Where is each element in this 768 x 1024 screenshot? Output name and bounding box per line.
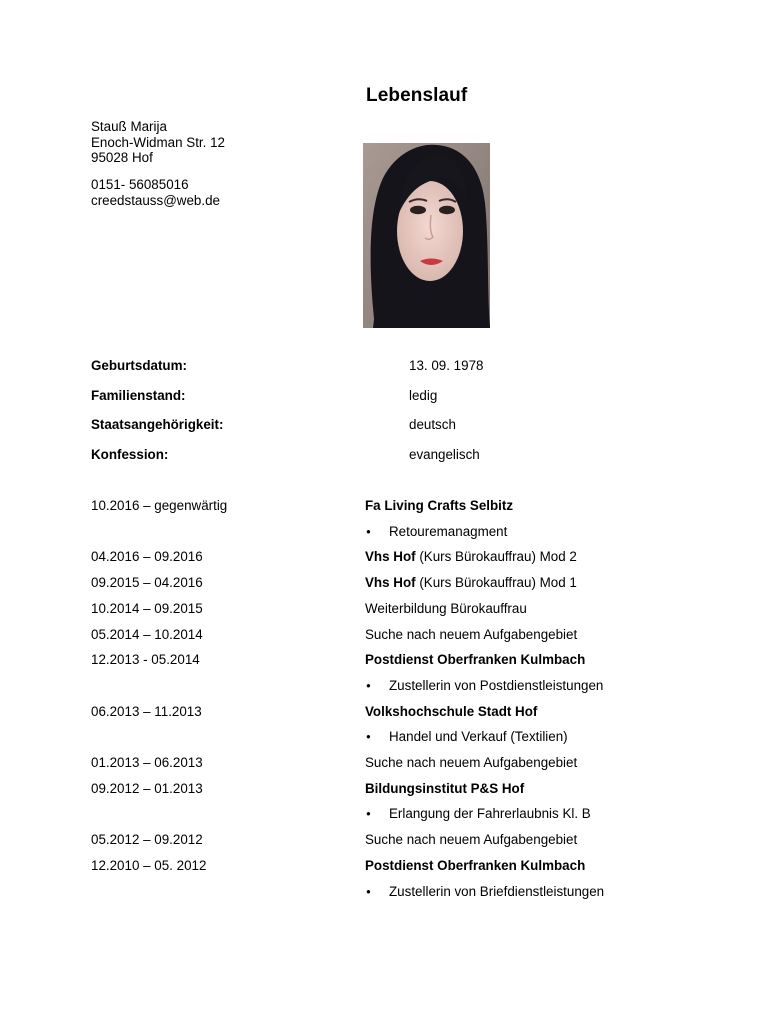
timeline-entry-title: Vhs Hof xyxy=(365,575,416,590)
email: creedstauss@web.de xyxy=(91,192,220,208)
personal-value: deutsch xyxy=(409,417,456,432)
portrait-photo xyxy=(363,143,490,328)
timeline-date: 01.2013 – 06.2013 xyxy=(91,755,203,770)
timeline-date: 04.2016 – 09.2016 xyxy=(91,549,203,564)
timeline-date: 05.2014 – 10.2014 xyxy=(91,627,203,642)
timeline-entry-title: Bildungsinstitut P&S Hof xyxy=(365,781,525,796)
timeline-entry xyxy=(365,652,585,667)
timeline-entry xyxy=(365,781,524,796)
bullet-icon: ● xyxy=(366,732,371,741)
timeline-entry-text: (Kurs Bürokauffrau) Mod 1 xyxy=(415,575,577,590)
timeline-bullet: Zustellerin von Briefdienstleistungen xyxy=(389,884,605,899)
timeline-date: 09.2015 – 04.2016 xyxy=(91,575,203,590)
timeline-bullet: Retouremanagment xyxy=(389,524,508,539)
personal-label: Konfession: xyxy=(91,447,169,462)
timeline-entry-title: Postdienst Oberfranken Kulmbach xyxy=(365,858,586,873)
bullet-icon: ● xyxy=(366,527,371,536)
timeline-date: 12.2013 - 05.2014 xyxy=(91,652,200,667)
bullet-icon: ● xyxy=(366,887,371,896)
timeline-entry xyxy=(365,498,513,513)
contact-block xyxy=(91,177,220,208)
personal-value: evangelisch xyxy=(409,447,480,462)
timeline-entry-text: Weiterbildung Bürokauffrau xyxy=(365,601,527,616)
personal-label: Geburtsdatum: xyxy=(91,358,187,373)
bullet-icon: ● xyxy=(366,681,371,690)
timeline-entry-text: Suche nach neuem Aufgabengebiet xyxy=(365,755,578,770)
timeline-entry xyxy=(365,858,585,873)
timeline-date: 12.2010 – 05. 2012 xyxy=(91,858,207,873)
timeline-entry-text: Suche nach neuem Aufgabengebiet xyxy=(365,832,578,847)
timeline-bullet: Erlangung der Fahrerlaubnis Kl. B xyxy=(389,806,591,821)
timeline-date: 05.2012 – 09.2012 xyxy=(91,832,203,847)
timeline-entry-text: Suche nach neuem Aufgabengebiet xyxy=(365,627,578,642)
street: Enoch-Widman Str. 12 xyxy=(91,134,225,150)
city: 95028 Hof xyxy=(91,150,153,165)
address-block xyxy=(91,119,225,166)
document-title: Lebenslauf xyxy=(366,85,468,106)
timeline-date: 09.2012 – 01.2013 xyxy=(91,781,203,796)
timeline-entry xyxy=(365,627,577,642)
timeline-bullet: Handel und Verkauf (Textilien) xyxy=(389,729,568,744)
timeline-entry xyxy=(365,549,577,564)
timeline-date: 06.2013 – 11.2013 xyxy=(91,704,202,719)
timeline-entry-title: Volkshochschule Stadt Hof xyxy=(365,704,538,719)
timeline-bullet: Zustellerin von Postdienstleistungen xyxy=(389,678,604,693)
timeline-entry-title: Postdienst Oberfranken Kulmbach xyxy=(365,652,586,667)
timeline-entry xyxy=(365,601,527,616)
phone: 0151- 56085016 xyxy=(91,177,189,192)
timeline-date: 10.2016 – gegenwärtig xyxy=(91,498,228,513)
bullet-icon: ● xyxy=(366,809,371,818)
personal-label: Staatsangehörigkeit: xyxy=(91,417,224,432)
timeline-entry-title: Fa Living Crafts Selbitz xyxy=(365,498,514,513)
timeline-date: 10.2014 – 09.2015 xyxy=(91,601,203,616)
portrait-image xyxy=(363,143,490,328)
personal-value: ledig xyxy=(409,388,438,403)
timeline-entry-text: (Kurs Bürokauffrau) Mod 2 xyxy=(415,549,577,564)
timeline-entry xyxy=(365,832,577,847)
timeline-entry xyxy=(365,704,537,719)
timeline-entry xyxy=(365,755,577,770)
applicant-name: Stauß Marija xyxy=(91,119,167,134)
personal-label: Familienstand: xyxy=(91,388,186,403)
timeline-entry xyxy=(365,575,577,590)
personal-value: 13. 09. 1978 xyxy=(409,358,484,373)
timeline-entry-title: Vhs Hof xyxy=(365,549,416,564)
